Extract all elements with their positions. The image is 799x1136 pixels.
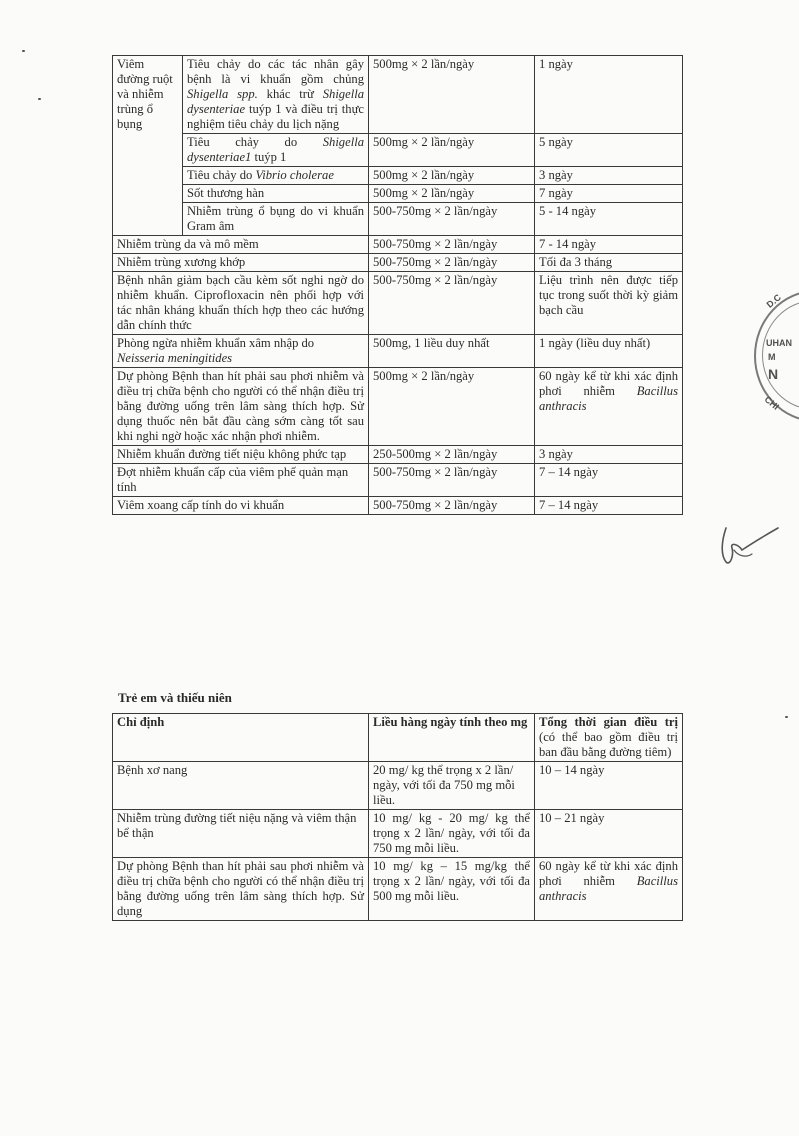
duration-cell: 5 ngày [535, 134, 683, 167]
table-row [113, 134, 683, 167]
duration-cell: Liệu trình nên được tiếp tục trong suốt thời kỳ giảm bạch cầu [535, 272, 683, 335]
indication-cell: Tiêu chảy do Vibrio cholerae [183, 167, 369, 185]
section-heading: Trẻ em và thiếu niên [118, 690, 232, 705]
adult-dosing-table [112, 55, 683, 515]
duration-cell: 7 – 14 ngày [535, 464, 683, 497]
table-row [113, 56, 683, 134]
duration-cell: 60 ngày kể từ khi xác định phơi nhiễm Bacillus anthracis [535, 858, 683, 921]
duration-cell: 10 – 14 ngày [535, 762, 683, 810]
header-dose: Liều hàng ngày tính theo mg [369, 714, 535, 762]
duration-cell: 10 – 21 ngày [535, 810, 683, 858]
indication-cell: Phòng ngừa nhiễm khuẩn xâm nhập do Neisseria meningitides [113, 335, 369, 368]
stamp-text: CHI [762, 394, 781, 412]
scan-speck [785, 716, 788, 718]
header-indication: Chỉ định [113, 714, 369, 762]
dose-cell: 500mg × 2 lần/ngày [369, 134, 535, 167]
duration-cell: 60 ngày kể từ khi xác định phơi nhiễm Bacillus anthracis [535, 368, 683, 446]
dose-cell: 500-750mg × 2 lần/ngày [369, 203, 535, 236]
scan-speck [38, 98, 41, 100]
table-row [113, 167, 683, 185]
scan-speck [22, 50, 25, 52]
table-row [113, 272, 683, 335]
dose-cell: 500-750mg × 2 lần/ngày [369, 464, 535, 497]
table-row [113, 858, 683, 921]
stamp-text: UHAN [766, 338, 792, 348]
signature-mark [712, 520, 782, 570]
indication-cell: Dự phòng Bệnh than hít phải sau phơi nhiễm và điều trị chữa bệnh cho người có thể nhận điều trị bằng đường uống trên lâm sàng thích hợp. Sử dụng thuốc nên bắt đầu càng sớm càng tốt sau khi nghi ngờ hoặc xác nhận phơi nhiễm. [113, 368, 369, 446]
dose-cell: 500mg × 2 lần/ngày [369, 368, 535, 446]
stamp-text: D.C [764, 292, 783, 310]
table-row [113, 762, 683, 810]
duration-cell: 1 ngày (liều duy nhất) [535, 335, 683, 368]
dose-cell: 20 mg/ kg thể trọng x 2 lần/ ngày, với tối đa 750 mg mỗi liều. [369, 762, 535, 810]
stamp-text: M [768, 352, 776, 362]
indication-cell: Nhiễm trùng đường tiết niệu nặng và viêm thận bể thận [113, 810, 369, 858]
table-row [113, 368, 683, 446]
indication-cell: Tiêu chảy do Shigella dysenteriae1 tuýp 1 [183, 134, 369, 167]
table-row [113, 497, 683, 515]
duration-cell: 1 ngày [535, 56, 683, 134]
dose-cell: 500mg × 2 lần/ngày [369, 167, 535, 185]
indication-cell: Viêm xoang cấp tính do vi khuẩn [113, 497, 369, 515]
dose-cell: 500-750mg × 2 lần/ngày [369, 236, 535, 254]
indication-cell: Nhiễm trùng ổ bụng do vi khuẩn Gram âm [183, 203, 369, 236]
indication-cell: Nhiễm trùng da và mô mềm [113, 236, 369, 254]
dose-cell: 500-750mg × 2 lần/ngày [369, 272, 535, 335]
duration-cell: 7 ngày [535, 185, 683, 203]
indication-cell: Đợt nhiễm khuẩn cấp của viêm phế quản mạn tính [113, 464, 369, 497]
table-row [113, 335, 683, 368]
dose-cell: 10 mg/ kg – 15 mg/kg thể trọng x 2 lần/ ngày, với tối đa 500 mg mỗi liều. [369, 858, 535, 921]
header-duration: Tổng thời gian điều trị (có thể bao gồm điều trị ban đầu bằng đường tiêm) [535, 714, 683, 762]
duration-cell: 3 ngày [535, 167, 683, 185]
table-row [113, 810, 683, 858]
official-stamp [748, 288, 799, 420]
table-header-row [113, 714, 683, 762]
dose-cell: 250-500mg × 2 lần/ngày [369, 446, 535, 464]
duration-cell: Tối đa 3 tháng [535, 254, 683, 272]
dose-cell: 500mg × 2 lần/ngày [369, 185, 535, 203]
dose-cell: 500mg, 1 liều duy nhất [369, 335, 535, 368]
duration-cell: 7 - 14 ngày [535, 236, 683, 254]
table-row [113, 254, 683, 272]
pediatric-dosing-table [112, 713, 683, 921]
table-row [113, 236, 683, 254]
duration-cell: 7 – 14 ngày [535, 497, 683, 515]
table-row [113, 464, 683, 497]
indication-cell: Bệnh nhân giảm bạch cầu kèm sốt nghi ngờ do nhiễm khuẩn. Ciprofloxacin nên phối hợp với tác nhân kháng khuẩn thích hợp theo các hướng dẫn chính thức [113, 272, 369, 335]
indication-cell: Nhiễm khuẩn đường tiết niệu không phức tạp [113, 446, 369, 464]
indication-cell: Tiêu chảy do các tác nhân gây bệnh là vi khuẩn gồm chủng Shigella spp. khác trừ Shigella dysenteriae tuýp 1 và điều trị thực nghiệm tiêu chảy du lịch nặng [183, 56, 369, 134]
indication-cell: Nhiễm trùng xương khớp [113, 254, 369, 272]
duration-cell: 5 - 14 ngày [535, 203, 683, 236]
stamp-text: N [768, 366, 779, 382]
dose-cell: 10 mg/ kg - 20 mg/ kg thể trọng x 2 lần/ ngày, với tối đa 750 mg mỗi liều. [369, 810, 535, 858]
indication-cell: Sốt thương hàn [183, 185, 369, 203]
duration-cell: 3 ngày [535, 446, 683, 464]
dose-cell: 500-750mg × 2 lần/ngày [369, 254, 535, 272]
group-cell: Viêm đường ruột và nhiễm trùng ổ bụng [113, 56, 183, 236]
table-row [113, 203, 683, 236]
indication-cell: Bệnh xơ nang [113, 762, 369, 810]
table-row [113, 446, 683, 464]
dose-cell: 500-750mg × 2 lần/ngày [369, 497, 535, 515]
indication-cell: Dự phòng Bệnh than hít phải sau phơi nhiễm và điều trị chữa bệnh cho người có thể nhận điều trị bằng đường uống trên lâm sàng thích hợp. Sử dụng [113, 858, 369, 921]
table-row [113, 185, 683, 203]
dose-cell: 500mg × 2 lần/ngày [369, 56, 535, 134]
